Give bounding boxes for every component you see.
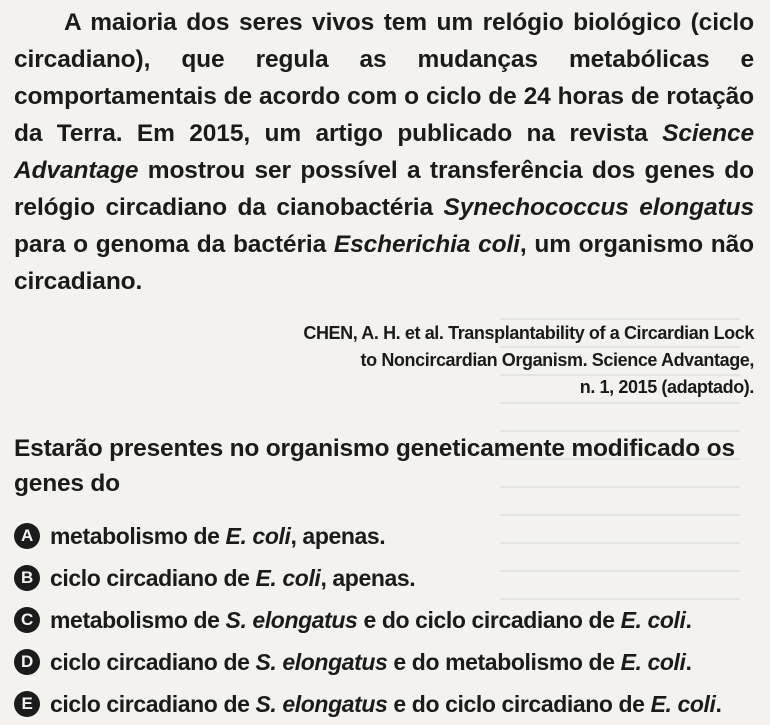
option-c-text: metabolismo de S. elongatus e do ciclo circadiano de E. coli. bbox=[50, 606, 692, 633]
species-synechococcus: Synechococcus elongatus bbox=[443, 194, 754, 221]
paragraph-text-3: para o genoma da bactéria bbox=[14, 231, 334, 258]
citation bbox=[14, 320, 754, 401]
option-a-letter-badge: A bbox=[14, 523, 40, 549]
option-d-text: ciclo circadiano de S. elongatus e do metabolismo de E. coli. bbox=[50, 648, 692, 675]
option-e-letter-badge: E bbox=[14, 691, 40, 717]
option-c-letter-badge: C bbox=[14, 607, 40, 633]
citation-line-3: n. 1, 2015 (adaptado). bbox=[579, 377, 754, 397]
paragraph-text-2: mostrou ser possível a transferência dos genes do relógio circadiano da cianobactéria bbox=[14, 157, 754, 221]
option-e-text: ciclo circadiano de S. elongatus e do ciclo circadiano de E. coli. bbox=[50, 690, 722, 717]
answer-options bbox=[14, 515, 754, 725]
option-b-letter-badge: B bbox=[14, 565, 40, 591]
option-a[interactable] bbox=[14, 515, 754, 557]
option-d[interactable] bbox=[14, 641, 754, 683]
option-c[interactable] bbox=[14, 599, 754, 641]
species-escherichia: Escherichia coli bbox=[333, 231, 520, 258]
citation-line-2: to Noncircardian Organism. Science Advantage, bbox=[360, 350, 754, 370]
context-paragraph bbox=[14, 4, 754, 300]
paragraph-text-1: A maioria dos seres vivos tem um relógio biológico (ciclo circadiano), que regula as mudanças metabólicas e comportamentais de acordo com o ciclo de 24 horas de rotação da Terra. Em 2015, um artigo publicado na revista bbox=[14, 9, 754, 147]
option-b-text: ciclo circadiano de E. coli, apenas. bbox=[50, 564, 416, 591]
question-stem: Estarão presentes no organismo geneticamente modificado os genes do bbox=[14, 435, 735, 497]
option-e[interactable] bbox=[14, 683, 754, 725]
option-d-letter-badge: D bbox=[14, 649, 40, 675]
paragraph-text-4: , um organismo não circadiano. bbox=[14, 231, 754, 295]
option-a-text: metabolismo de E. coli, apenas. bbox=[50, 522, 386, 549]
option-b[interactable] bbox=[14, 557, 754, 599]
journal-name: Science Advantage bbox=[14, 120, 754, 184]
citation-line-1: CHEN, A. H. et al. Transplantability of a Circardian Lock bbox=[303, 323, 754, 343]
